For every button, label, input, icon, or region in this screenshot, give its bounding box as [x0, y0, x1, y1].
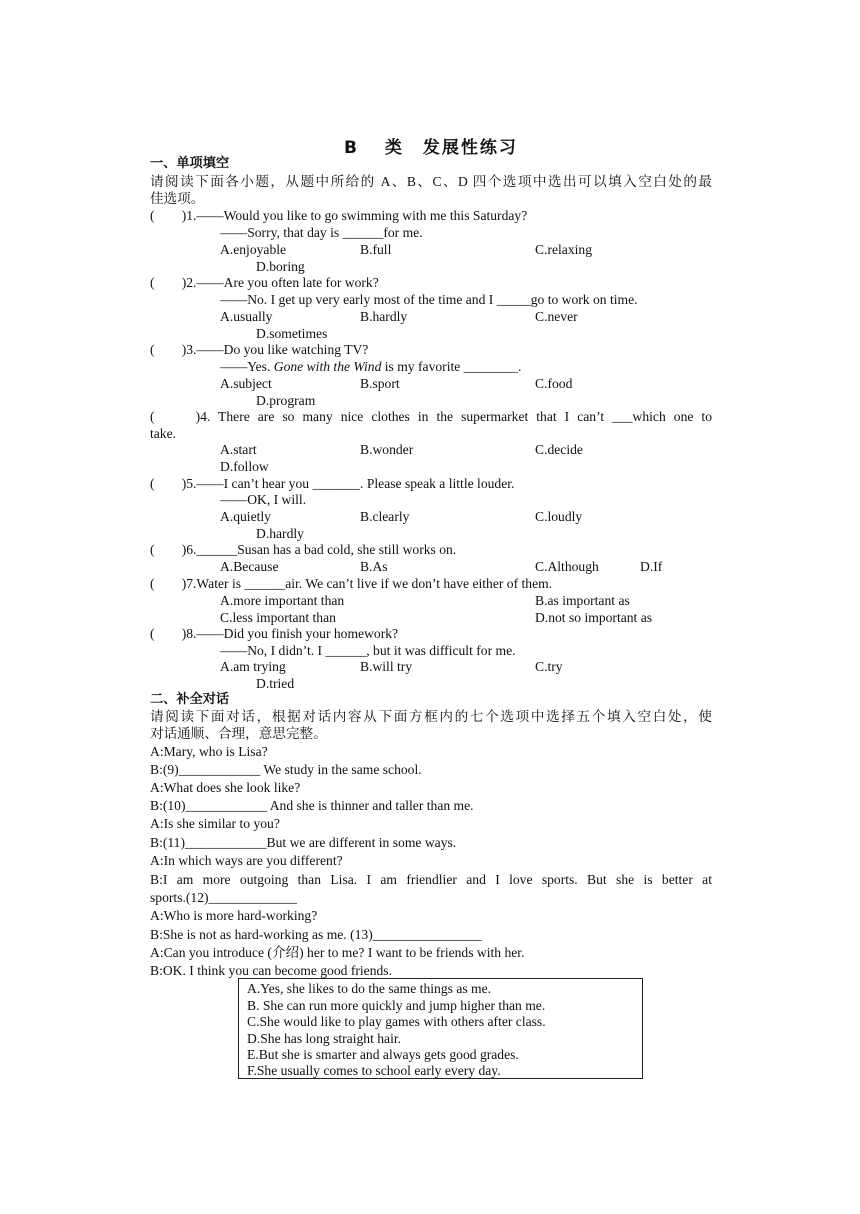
- q1-option-d: D.boring: [256, 259, 305, 274]
- q7-option-a: A.more important than: [220, 593, 345, 608]
- dialogue-line: B:(9)____________ We study in the same school.: [150, 762, 422, 777]
- q4-option-d: D.follow: [220, 459, 269, 474]
- q5-option-c: C.loudly: [535, 509, 583, 524]
- q2-option-c: C.never: [535, 309, 578, 324]
- q8-option-c: C.try: [535, 659, 563, 674]
- q6-option-b: B.As: [360, 559, 388, 574]
- q3-option-c: C.food: [535, 376, 573, 391]
- dialogue-line: B:She is not as hard-working as me. (13)________________: [150, 927, 482, 942]
- question-1: ( )1.——Would you like to go swimming with me this Saturday?: [150, 208, 528, 223]
- q6-option-c: C.Although: [535, 559, 599, 574]
- dialogue-line: sports.(12)_____________: [150, 890, 297, 905]
- q8-option-d: D.tried: [256, 676, 295, 691]
- section2-instruction-line1: 请阅读下面对话，根据对话内容从下面方框内的七个选项中选择五个填入空白处，使: [150, 709, 712, 724]
- q4-option-b: B.wonder: [360, 442, 414, 457]
- question-1-response: ——Sorry, that day is ______for me.: [220, 225, 423, 240]
- q8-option-b: B.will try: [360, 659, 413, 674]
- question-5: ( )5.——I can’t hear you _______. Please speak a little louder.: [150, 476, 515, 491]
- q4-option-c: C.decide: [535, 442, 583, 457]
- answer-option: E.But she is smarter and always gets good grades.: [247, 1047, 519, 1062]
- q3-option-a: A.subject: [220, 376, 272, 391]
- q7-option-c: C.less important than: [220, 610, 336, 625]
- q8-option-a: A.am trying: [220, 659, 286, 674]
- q2-option-d: D.sometimes: [256, 326, 328, 341]
- question-8-response: ——No, I didn’t. I ______, but it was difficult for me.: [220, 643, 516, 658]
- question-5-response: ——OK, I will.: [220, 492, 307, 507]
- q6-option-d: D.If: [640, 559, 663, 574]
- answer-option: B. She can run more quickly and jump higher than me.: [247, 998, 546, 1013]
- q7-option-b: B.as important as: [535, 593, 630, 608]
- question-3-book-title: Gone with the Wind: [273, 359, 382, 374]
- question-3-response-end: is my favorite ________.: [381, 359, 522, 374]
- q1-option-b: B.full: [360, 242, 392, 257]
- dialogue-line: A:Is she similar to you?: [150, 816, 280, 831]
- q4-option-a: A.start: [220, 442, 257, 457]
- answer-option: A.Yes, she likes to do the same things as me.: [247, 981, 492, 996]
- page-title: B 类 发展性练习: [344, 138, 518, 158]
- dialogue-line: A:What does she look like?: [150, 780, 301, 795]
- section2-instruction-line2: 对话通顺、合理，意思完整。: [150, 726, 327, 741]
- answer-option: F.She usually comes to school early every day.: [247, 1063, 501, 1078]
- question-3: ( )3.——Do you like watching TV?: [150, 342, 369, 357]
- question-4-continued: take.: [150, 426, 177, 441]
- q3-option-b: B.sport: [360, 376, 400, 391]
- q2-option-b: B.hardly: [360, 309, 408, 324]
- dialogue-line: B:(11)____________But we are different in some ways.: [150, 835, 457, 850]
- dialogue-line: A:Who is more hard-working?: [150, 908, 318, 923]
- question-3-response: [220, 359, 521, 375]
- q6-option-a: A.Because: [220, 559, 279, 574]
- question-2-response: ——No. I get up very early most of the time and I _____go to work on time.: [220, 292, 638, 307]
- section2-heading: 二、补全对话: [150, 692, 230, 707]
- section1-instruction-line2: 佳选项。: [150, 191, 205, 206]
- question-6: ( )6.______Susan has a bad cold, she still works on.: [150, 542, 457, 557]
- section1-heading: 一、单项填空: [150, 156, 230, 171]
- dialogue-line: A:Mary, who is Lisa?: [150, 744, 268, 759]
- answer-option: D.She has long straight hair.: [247, 1031, 402, 1046]
- question-4: ( )4. There are so many nice clothes in the supermarket that I can’t ___which one to: [150, 409, 712, 424]
- answer-options-box: [238, 978, 643, 1079]
- dialogue-line: B:I am more outgoing than Lisa. I am friendlier and I love sports. But she is better at: [150, 872, 712, 887]
- q5-option-b: B.clearly: [360, 509, 410, 524]
- section1-instruction-line1: 请阅读下面各小题，从题中所给的 A、B、C、D 四个选项中选出可以填入空白处的最: [150, 174, 712, 189]
- q5-option-a: A.quietly: [220, 509, 271, 524]
- answer-option: C.She would like to play games with others after class.: [247, 1014, 546, 1029]
- dialogue-line: A:Can you introduce (介绍) her to me? I want to be friends with her.: [150, 945, 525, 960]
- question-2: ( )2.——Are you often late for work?: [150, 275, 379, 290]
- q5-option-d: D.hardly: [256, 526, 304, 541]
- q2-option-a: A.usually: [220, 309, 273, 324]
- q1-option-a: A.enjoyable: [220, 242, 287, 257]
- question-3-response-start: ——Yes.: [220, 359, 274, 374]
- dialogue-line: A:In which ways are you different?: [150, 853, 343, 868]
- dialogue-line: B:(10)____________ And she is thinner and taller than me.: [150, 798, 474, 813]
- dialogue-line: B:OK. I think you can become good friends.: [150, 963, 392, 978]
- q3-option-d: D.program: [256, 393, 316, 408]
- q7-option-d: D.not so important as: [535, 610, 653, 625]
- q1-option-c: C.relaxing: [535, 242, 593, 257]
- question-8: ( )8.——Did you finish your homework?: [150, 626, 399, 641]
- question-7: ( )7.Water is ______air. We can’t live if we don’t have either of them.: [150, 576, 553, 591]
